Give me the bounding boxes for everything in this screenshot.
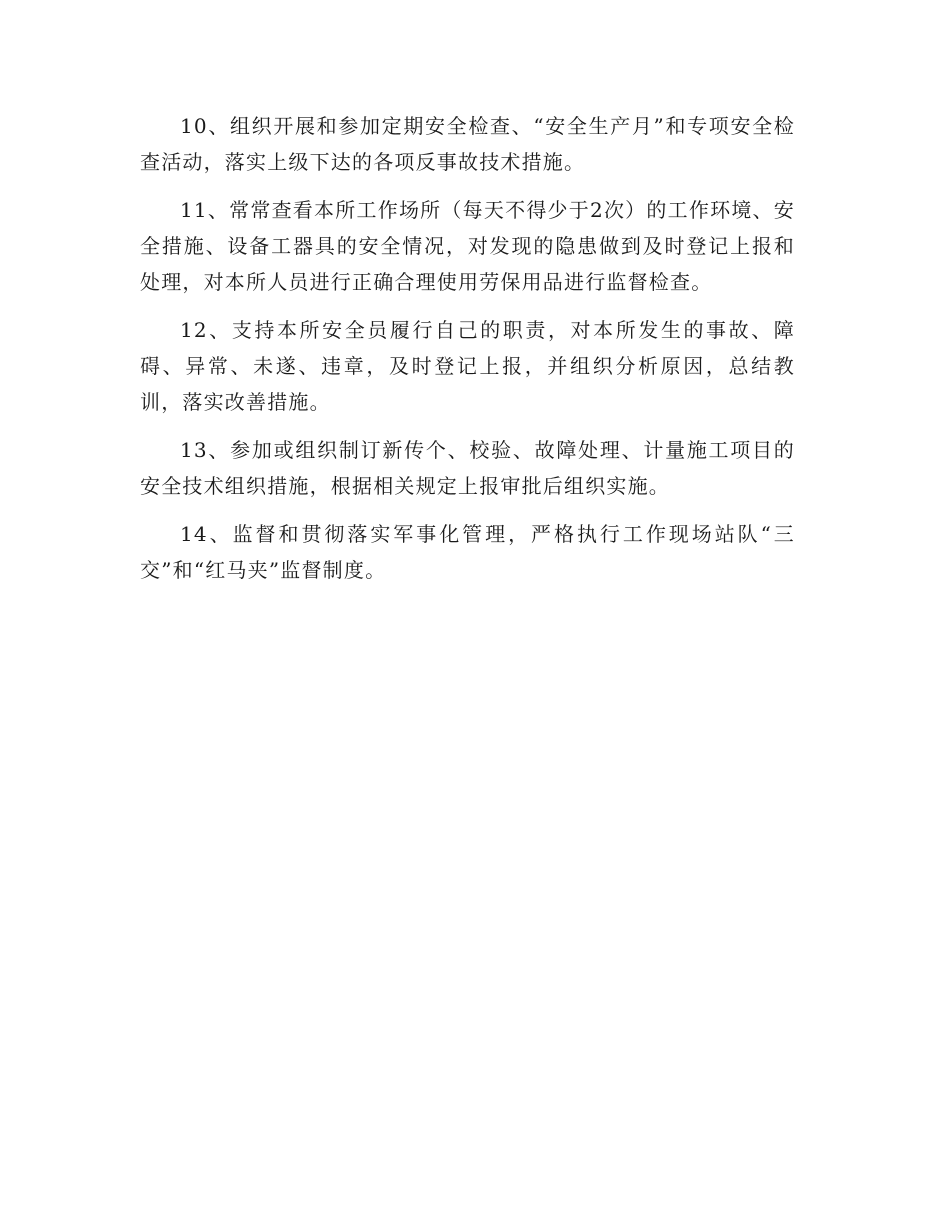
paragraph-item-13: 13、参加或组织制订新传个、校验、故障处理、计量施工项目的安全技术组织措施，根据相关规定上报审批后组织实施。 <box>140 438 795 498</box>
paragraph-item-14: 14、监督和贯彻落实军事化管理，严格执行工作现场站队“三交”和“红马夹”监督制度。 <box>140 522 795 582</box>
document-body <box>140 108 795 600</box>
paragraph-item-10: 10、组织开展和参加定期安全检查、“安全生产月”和专项安全检查活动，落实上级下达的各项反事故技术措施。 <box>140 114 795 174</box>
paragraph-item-12: 12、支持本所安全员履行自己的职责，对本所发生的事故、障碍、异常、未遂、违章，及时登记上报，并组织分析原因，总结教训，落实改善措施。 <box>140 318 795 414</box>
paragraph-item-11: 11、常常查看本所工作场所（每天不得少于2次）的工作环境、安全措施、设备工器具的安全情况，对发现的隐患做到及时登记上报和处理，对本所人员进行正确合理使用劳保用品进行监督检查。 <box>140 198 795 294</box>
